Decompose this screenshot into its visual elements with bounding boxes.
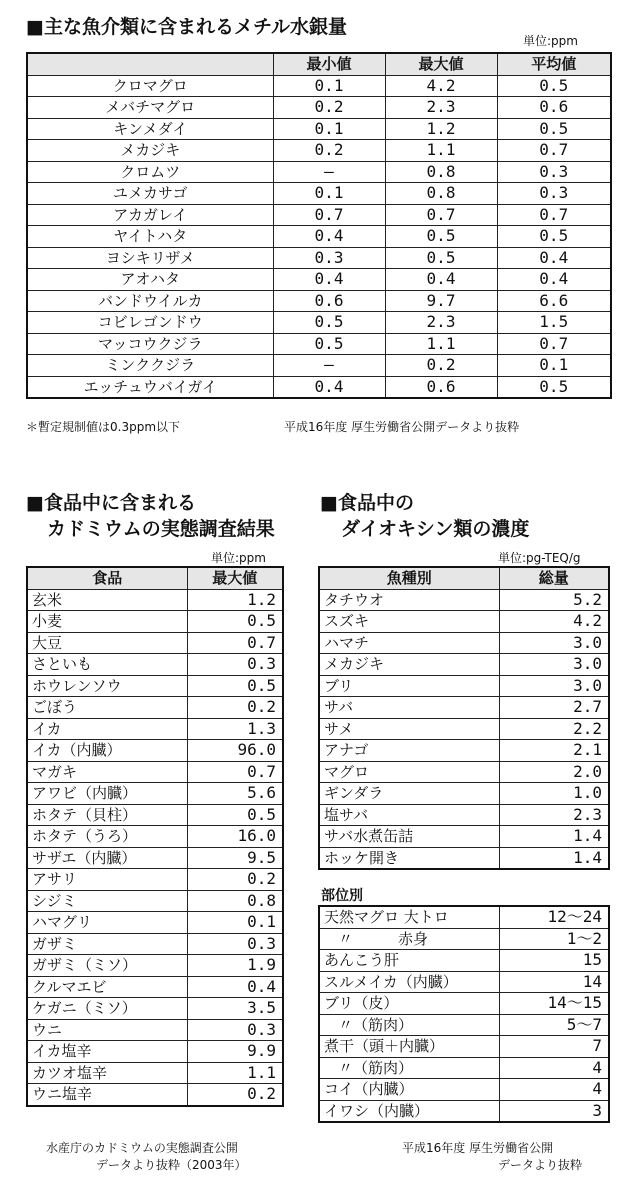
cadmium-note-line1: 水産庁のカドミウムの実態調査公開 — [46, 1141, 238, 1155]
row-label: 煮干（頭＋内臓） — [319, 1036, 499, 1058]
row-value: 0.3 — [497, 183, 611, 205]
row-label: マッコウクジラ — [27, 333, 273, 355]
row-value: 2.0 — [499, 761, 609, 783]
row-value: 2.2 — [499, 718, 609, 740]
cadmium-row — [27, 718, 283, 740]
row-label: ブリ — [319, 675, 499, 697]
row-value: 0.4 — [497, 269, 611, 291]
row-value: 1.2 — [187, 589, 283, 611]
row-label: メカジキ — [27, 140, 273, 162]
row-label: ハマグリ — [27, 912, 187, 934]
row-value: 0.2 — [187, 1084, 283, 1106]
cadmium-header-row — [27, 567, 283, 589]
row-value: 0.1 — [273, 118, 385, 140]
row-value: 0.7 — [497, 140, 611, 162]
row-label: ウニ塩辛 — [27, 1084, 187, 1106]
cadmium-row — [27, 697, 283, 719]
row-value: 0.1 — [187, 912, 283, 934]
dioxin-row — [319, 611, 609, 633]
mercury-row — [27, 247, 611, 269]
row-value: 0.5 — [385, 226, 497, 248]
row-value: 0.5 — [385, 247, 497, 269]
row-value: 0.4 — [273, 269, 385, 291]
cadmium-header-food: 食品 — [27, 567, 187, 589]
mercury-header-row — [27, 53, 611, 75]
row-value: 0.5 — [187, 675, 283, 697]
row-value: 1.1 — [187, 1062, 283, 1084]
row-value: 4.2 — [499, 611, 609, 633]
row-value: — — [273, 161, 385, 183]
cadmium-row — [27, 740, 283, 762]
row-label: 〃 赤身 — [319, 928, 499, 950]
row-value: 0.2 — [187, 869, 283, 891]
row-value: 14～15 — [499, 993, 609, 1015]
dioxin-row — [319, 783, 609, 805]
row-value: 1.1 — [385, 140, 497, 162]
row-value: 0.4 — [273, 226, 385, 248]
row-value: 1.2 — [385, 118, 497, 140]
row-value: 5.6 — [187, 783, 283, 805]
row-label: タチウオ — [319, 589, 499, 611]
cadmium-row — [27, 804, 283, 826]
row-value: 0.3 — [187, 933, 283, 955]
cadmium-row — [27, 1062, 283, 1084]
row-value: 0.4 — [497, 247, 611, 269]
row-value: 3.5 — [187, 998, 283, 1020]
row-value: 0.3 — [187, 654, 283, 676]
row-value: 1～2 — [499, 928, 609, 950]
cadmium-row — [27, 890, 283, 912]
cadmium-row — [27, 976, 283, 998]
cadmium-row — [27, 783, 283, 805]
dioxin-row — [319, 740, 609, 762]
mercury-row — [27, 161, 611, 183]
row-label: 天然マグロ 大トロ — [319, 906, 499, 928]
row-label: イカ（内臓） — [27, 740, 187, 762]
dioxin-note-line1: 平成16年度 厚生労働省公開 — [402, 1141, 554, 1155]
row-label: ギンダラ — [319, 783, 499, 805]
row-label: コビレゴンドウ — [27, 312, 273, 334]
cadmium-row — [27, 869, 283, 891]
row-value: 0.5 — [187, 804, 283, 826]
mercury-note-left: ＊暫定規制値は0.3ppm以下 — [26, 420, 181, 434]
row-value: 3.0 — [499, 675, 609, 697]
dioxin-part-row — [319, 1036, 609, 1058]
row-value: 2.7 — [499, 697, 609, 719]
dioxin-part-row — [319, 1014, 609, 1036]
dioxin-note-line2: データより抜粋 — [498, 1158, 583, 1172]
row-label: 〃（筋肉） — [319, 1057, 499, 1079]
mercury-table — [26, 52, 612, 399]
cadmium-row — [27, 1041, 283, 1063]
row-value: 12～24 — [499, 906, 609, 928]
mercury-header-name — [27, 53, 273, 75]
row-label: ホッケ開き — [319, 847, 499, 869]
row-value: 0.5 — [273, 312, 385, 334]
row-value: 1.4 — [499, 826, 609, 848]
row-label: メバチマグロ — [27, 97, 273, 119]
dioxin-header-total: 総量 — [499, 567, 609, 589]
dioxin-part-row — [319, 971, 609, 993]
dioxin-row — [319, 826, 609, 848]
cadmium-row — [27, 654, 283, 676]
row-value: 0.3 — [187, 1019, 283, 1041]
row-label: 〃（筋肉） — [319, 1014, 499, 1036]
dioxin-part-row — [319, 1100, 609, 1122]
cadmium-row — [27, 675, 283, 697]
row-value: 2.3 — [385, 312, 497, 334]
row-label: ホウレンソウ — [27, 675, 187, 697]
row-value: 4 — [499, 1057, 609, 1079]
row-value: 0.5 — [273, 333, 385, 355]
row-value: 0.5 — [497, 376, 611, 398]
row-value: 0.1 — [273, 75, 385, 97]
row-label: 小麦 — [27, 611, 187, 633]
row-label: アワビ（内臓） — [27, 783, 187, 805]
mercury-header-avg: 平均値 — [497, 53, 611, 75]
dioxin-row — [319, 675, 609, 697]
cadmium-header-max: 最大値 — [187, 567, 283, 589]
row-label: マガキ — [27, 761, 187, 783]
row-value: 5～7 — [499, 1014, 609, 1036]
row-value: 0.6 — [385, 376, 497, 398]
row-label: ガザミ — [27, 933, 187, 955]
row-value: 2.1 — [499, 740, 609, 762]
dioxin-part-row — [319, 993, 609, 1015]
row-value: 0.1 — [497, 355, 611, 377]
cadmium-row — [27, 998, 283, 1020]
row-value: 0.7 — [187, 632, 283, 654]
row-value: 0.7 — [497, 204, 611, 226]
row-value: 0.7 — [273, 204, 385, 226]
cadmium-row — [27, 1084, 283, 1106]
row-value: 96.0 — [187, 740, 283, 762]
dioxin-row — [319, 697, 609, 719]
dioxin-part-label: 部位別 — [321, 888, 363, 904]
row-label: ユメカサゴ — [27, 183, 273, 205]
dioxin-row — [319, 847, 609, 869]
row-label: ウニ — [27, 1019, 187, 1041]
row-label: ホタテ（貝柱） — [27, 804, 187, 826]
cadmium-row — [27, 933, 283, 955]
row-label: キンメダイ — [27, 118, 273, 140]
dioxin-row — [319, 718, 609, 740]
dioxin-title-line1: ■食品中の — [320, 492, 414, 514]
cadmium-title-line1: ■食品中に含まれる — [26, 492, 196, 514]
row-label: ミンククジラ — [27, 355, 273, 377]
mercury-row — [27, 118, 611, 140]
row-label: アオハタ — [27, 269, 273, 291]
mercury-title: ■主な魚介類に含まれるメチル水銀量 — [26, 16, 348, 38]
row-value: 2.3 — [385, 97, 497, 119]
mercury-row — [27, 333, 611, 355]
row-label: イカ — [27, 718, 187, 740]
row-label: クルマエビ — [27, 976, 187, 998]
dioxin-row — [319, 804, 609, 826]
cadmium-table — [26, 566, 284, 1107]
row-label: ハマチ — [319, 632, 499, 654]
row-label: 玄米 — [27, 589, 187, 611]
row-label: シジミ — [27, 890, 187, 912]
dioxin-unit: 単位:pg-TEQ/g — [498, 551, 581, 565]
row-label: 大豆 — [27, 632, 187, 654]
row-label: サザエ（内臓） — [27, 847, 187, 869]
row-value: 1.5 — [497, 312, 611, 334]
row-label: スルメイカ（内臓） — [319, 971, 499, 993]
dioxin-row — [319, 589, 609, 611]
row-value: 0.3 — [497, 161, 611, 183]
row-label: ケガニ（ミソ） — [27, 998, 187, 1020]
row-value: 0.6 — [497, 97, 611, 119]
row-value: 0.8 — [385, 161, 497, 183]
cadmium-row — [27, 761, 283, 783]
cadmium-row — [27, 826, 283, 848]
row-value: 1.9 — [187, 955, 283, 977]
cadmium-title-line2: カドミウムの実態調査結果 — [47, 518, 275, 540]
dioxin-part-row — [319, 950, 609, 972]
row-value: 2.3 — [499, 804, 609, 826]
dioxin-header-row — [319, 567, 609, 589]
mercury-header-min: 最小値 — [273, 53, 385, 75]
row-value: 0.2 — [273, 140, 385, 162]
cadmium-row — [27, 912, 283, 934]
row-label: ブリ（皮） — [319, 993, 499, 1015]
row-label: エッチュウバイガイ — [27, 376, 273, 398]
row-label: バンドウイルカ — [27, 290, 273, 312]
row-value: 9.7 — [385, 290, 497, 312]
mercury-row — [27, 140, 611, 162]
row-label: ホタテ（うろ） — [27, 826, 187, 848]
mercury-row — [27, 376, 611, 398]
row-label: クロマグロ — [27, 75, 273, 97]
mercury-header-max: 最大値 — [385, 53, 497, 75]
dioxin-part-row — [319, 1057, 609, 1079]
dioxin-part-table — [318, 905, 610, 1123]
row-value: 9.9 — [187, 1041, 283, 1063]
row-value: 1.1 — [385, 333, 497, 355]
row-value: 0.2 — [273, 97, 385, 119]
row-value: 1.3 — [187, 718, 283, 740]
row-label: スズキ — [319, 611, 499, 633]
row-value: 0.7 — [385, 204, 497, 226]
row-value: 0.2 — [187, 697, 283, 719]
dioxin-row — [319, 654, 609, 676]
row-value: 0.6 — [273, 290, 385, 312]
row-value: 0.5 — [497, 75, 611, 97]
dioxin-part-row — [319, 928, 609, 950]
row-value: 9.5 — [187, 847, 283, 869]
row-value: 14 — [499, 971, 609, 993]
row-value: 15 — [499, 950, 609, 972]
dioxin-row — [319, 761, 609, 783]
row-value: 0.1 — [273, 183, 385, 205]
row-value: — — [273, 355, 385, 377]
dioxin-header-species: 魚種別 — [319, 567, 499, 589]
mercury-row — [27, 269, 611, 291]
mercury-row — [27, 290, 611, 312]
row-label: クロムツ — [27, 161, 273, 183]
row-value: 0.5 — [187, 611, 283, 633]
cadmium-row — [27, 611, 283, 633]
row-value: 4.2 — [385, 75, 497, 97]
row-label: コイ（内臓） — [319, 1079, 499, 1101]
row-value: 3.0 — [499, 654, 609, 676]
mercury-note-right: 平成16年度 厚生労働省公開データより抜粋 — [284, 420, 520, 434]
row-value: 0.4 — [385, 269, 497, 291]
dioxin-table — [318, 566, 610, 870]
row-label: イカ塩辛 — [27, 1041, 187, 1063]
row-value: 7 — [499, 1036, 609, 1058]
cadmium-row — [27, 955, 283, 977]
mercury-row — [27, 183, 611, 205]
cadmium-row — [27, 589, 283, 611]
dioxin-part-row — [319, 1079, 609, 1101]
mercury-row — [27, 75, 611, 97]
dioxin-row — [319, 632, 609, 654]
row-label: サメ — [319, 718, 499, 740]
cadmium-unit: 単位:ppm — [211, 551, 266, 565]
row-label: サバ — [319, 697, 499, 719]
row-value: 0.7 — [497, 333, 611, 355]
row-value: 0.5 — [497, 118, 611, 140]
cadmium-note-line2: データより抜粋（2003年） — [96, 1158, 247, 1172]
row-label: ガザミ（ミソ） — [27, 955, 187, 977]
row-value: 16.0 — [187, 826, 283, 848]
mercury-row — [27, 97, 611, 119]
row-value: 0.7 — [187, 761, 283, 783]
row-value: 5.2 — [499, 589, 609, 611]
mercury-row — [27, 226, 611, 248]
row-label: ヨシキリザメ — [27, 247, 273, 269]
mercury-row — [27, 204, 611, 226]
row-label: アカガレイ — [27, 204, 273, 226]
row-value: 1.0 — [499, 783, 609, 805]
cadmium-row — [27, 1019, 283, 1041]
row-label: メカジキ — [319, 654, 499, 676]
row-label: ヤイトハタ — [27, 226, 273, 248]
row-label: さといも — [27, 654, 187, 676]
row-value: 0.4 — [273, 376, 385, 398]
mercury-row — [27, 312, 611, 334]
row-value: 6.6 — [497, 290, 611, 312]
dioxin-part-row — [319, 906, 609, 928]
row-value: 0.3 — [273, 247, 385, 269]
row-label: あんこう肝 — [319, 950, 499, 972]
row-value: 3.0 — [499, 632, 609, 654]
row-value: 0.2 — [385, 355, 497, 377]
row-value: 0.8 — [187, 890, 283, 912]
row-value: 0.5 — [497, 226, 611, 248]
row-label: マグロ — [319, 761, 499, 783]
mercury-unit: 単位:ppm — [523, 34, 578, 48]
row-label: カツオ塩辛 — [27, 1062, 187, 1084]
row-label: イワシ（内臓） — [319, 1100, 499, 1122]
row-label: ごぼう — [27, 697, 187, 719]
row-label: サバ水煮缶詰 — [319, 826, 499, 848]
cadmium-row — [27, 847, 283, 869]
row-value: 4 — [499, 1079, 609, 1101]
mercury-row — [27, 355, 611, 377]
row-value: 0.4 — [187, 976, 283, 998]
cadmium-row — [27, 632, 283, 654]
row-value: 0.8 — [385, 183, 497, 205]
row-value: 1.4 — [499, 847, 609, 869]
row-value: 3 — [499, 1100, 609, 1122]
row-label: アサリ — [27, 869, 187, 891]
row-label: 塩サバ — [319, 804, 499, 826]
row-label: アナゴ — [319, 740, 499, 762]
dioxin-title-line2: ダイオキシン類の濃度 — [341, 518, 530, 540]
